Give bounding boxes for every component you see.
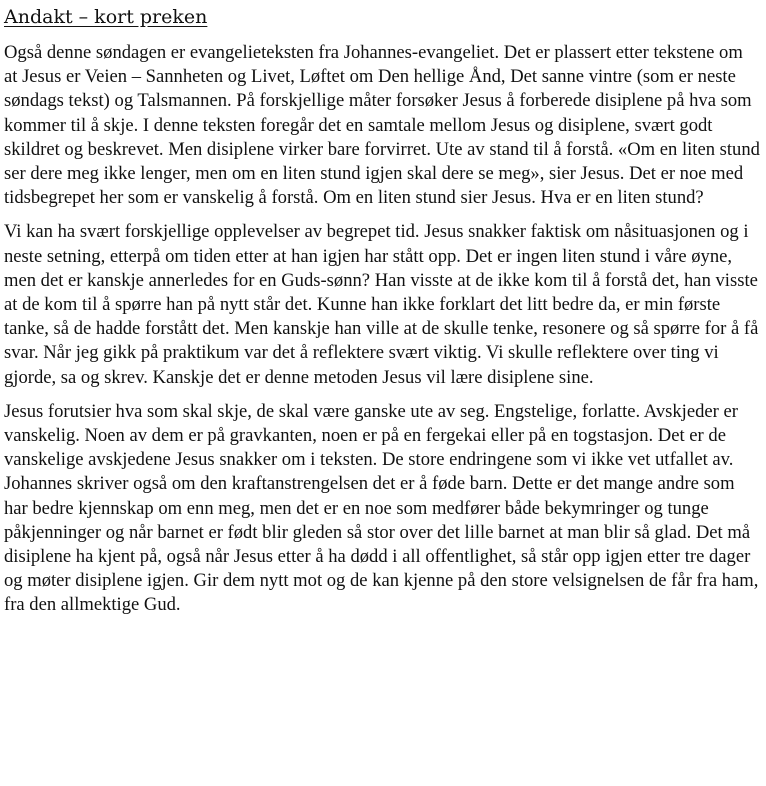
document-title: Andakt – kort preken xyxy=(4,6,208,28)
paragraph-3: Jesus forutsier hva som skal skje, de skal være ganske ute av seg. Engstelige, forlatte. Avskjeder er vanskelig. Noen av dem er på gravkanten, noen er på en fergekai eller på en togstasjon. Det er de vanskelige avskjedene Jesus snakker om i teksten. De store endringene som vi ikke vet utfallet av. Johannes skriver også om den kraftanstrengelsen det er å føde barn. Dette er det mange andre som har bedre kjennskap om enn meg, men det er en noe som medfører både bekymringer og tunge påkjenninger og når barnet er født blir gleden så stor over det lille barnet at man blir så glad. Det må disiplene ha kjent på, også når Jesus etter å ha dødd i all offentlighet, så står opp igjen etter tre dager og møter disiplene igjen. Gir dem nytt mot og de kan kjenne på den store velsignelsen de får fra ham, fra den allmektige Gud. xyxy=(4,400,759,616)
document-page xyxy=(4,3,760,618)
paragraph-1: Også denne søndagen er evangelieteksten fra Johannes-evangeliet. Det er plassert etter tekstene om at Jesus er Veien – Sannheten og Livet, Løftet om Den hellige Ånd, Det sanne vintre (som er neste søndags tekst) og Talsmannen. På forskjellige måter forsøker Jesus å forberede disiplene på hva som kommer til å skje. I denne teksten foregår det en samtale mellom Jesus og disiplene, svært godt skildret og beskrevet. Men disiplene virker bare forvirret. Ute av stand til å forstå. «Om en liten stund ser dere meg ikke lenger, men om en liten stund igjen skal dere se meg», sier Jesus. Det er noe med tidsbegrepet her som er vanskelig å forstå. Om en liten stund sier Jesus. Hva er en liten stund? xyxy=(4,42,760,209)
paragraph-2: Vi kan ha svært forskjellige opplevelser av begrepet tid. Jesus snakker faktisk om nåsituasjonen og i neste setning, etterpå om tiden etter at han igjen har stått opp. Det er ingen liten stund i våre øyne, men det er kanskje annerledes for en Guds-sønn? Han visste at de ikke kom til å forstå det, han visste at de kom til å spørre han på nytt står det. Kunne han ikke forklart det litt bedre da, er min første tanke, så de hadde forstått det. Men kanskje han ville at de skulle tenke, resonere og så spørre for å få svar. Når jeg gikk på praktikum var det å reflektere svært viktig. Vi skulle reflektere over ting vi gjorde, sa og skrev. Kanskje det er denne metoden Jesus vil lære disiplene sine. xyxy=(4,221,759,388)
